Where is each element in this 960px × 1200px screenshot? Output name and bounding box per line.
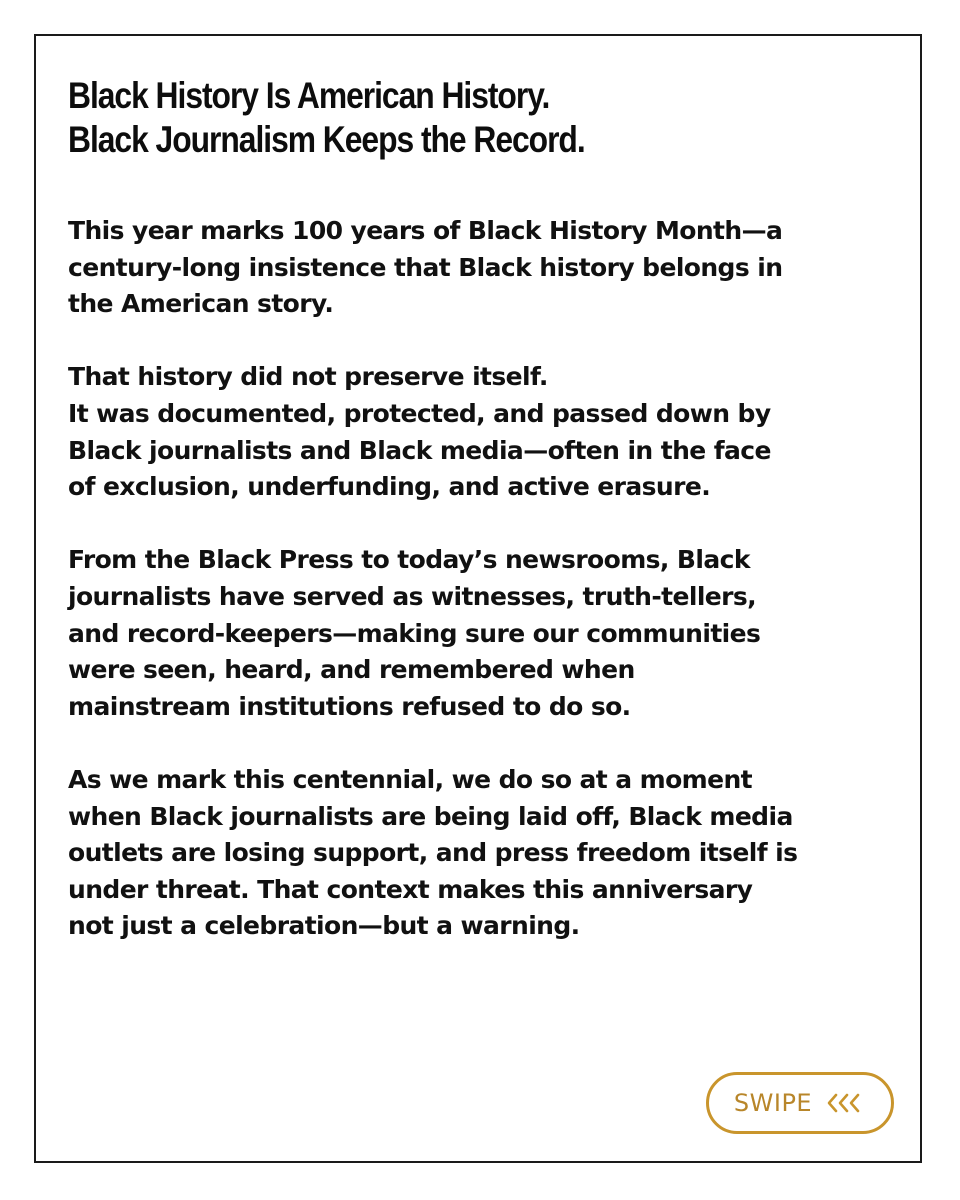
paragraph-line: of exclusion, underfunding, and active erasure. — [68, 472, 711, 502]
headline-line-1: Black History Is American History. — [68, 75, 550, 116]
paragraph-line: century-long insistence that Black history belongs in — [68, 252, 783, 282]
paragraph-line: mainstream institutions refused to do so. — [68, 691, 631, 721]
paragraph-line: journalists have served as witnesses, truth-tellers, — [68, 581, 757, 611]
paragraph-line: As we mark this centennial, we do so at a moment — [68, 764, 753, 794]
paragraph-line: That history did not preserve itself. — [68, 362, 548, 392]
paragraph-1 — [68, 213, 898, 323]
paragraph-line: when Black journalists are being laid off, Black media — [68, 801, 793, 831]
paragraph-line: were seen, heard, and remembered when — [68, 655, 635, 685]
paragraph-4 — [68, 762, 898, 945]
paragraph-line: It was documented, protected, and passed down by — [68, 398, 771, 428]
paragraph-3 — [68, 542, 898, 725]
swipe-button[interactable] — [706, 1072, 894, 1134]
headline-line-2: Black Journalism Keeps the Record. — [68, 119, 585, 160]
swipe-label: SWIPE — [733, 1089, 813, 1117]
triple-chevron-left-icon — [826, 1092, 866, 1114]
paragraph-line: not just a celebration—but a warning. — [68, 911, 580, 941]
paragraph-2 — [68, 359, 898, 505]
paragraph-line: the American story. — [68, 289, 334, 319]
paragraph-line: Black journalists and Black media—often in the face — [68, 435, 771, 465]
paragraph-line: From the Black Press to today’s newsrooms, Black — [68, 545, 750, 575]
paragraph-line: This year marks 100 years of Black History Month—a — [68, 216, 783, 245]
body-text — [68, 213, 898, 981]
paragraph-line: outlets are losing support, and press freedom itself is — [68, 838, 798, 868]
paragraph-line: under threat. That context makes this anniversary — [68, 874, 753, 904]
paragraph-line: and record-keepers—making sure our communities — [68, 618, 761, 648]
headline — [68, 74, 585, 162]
